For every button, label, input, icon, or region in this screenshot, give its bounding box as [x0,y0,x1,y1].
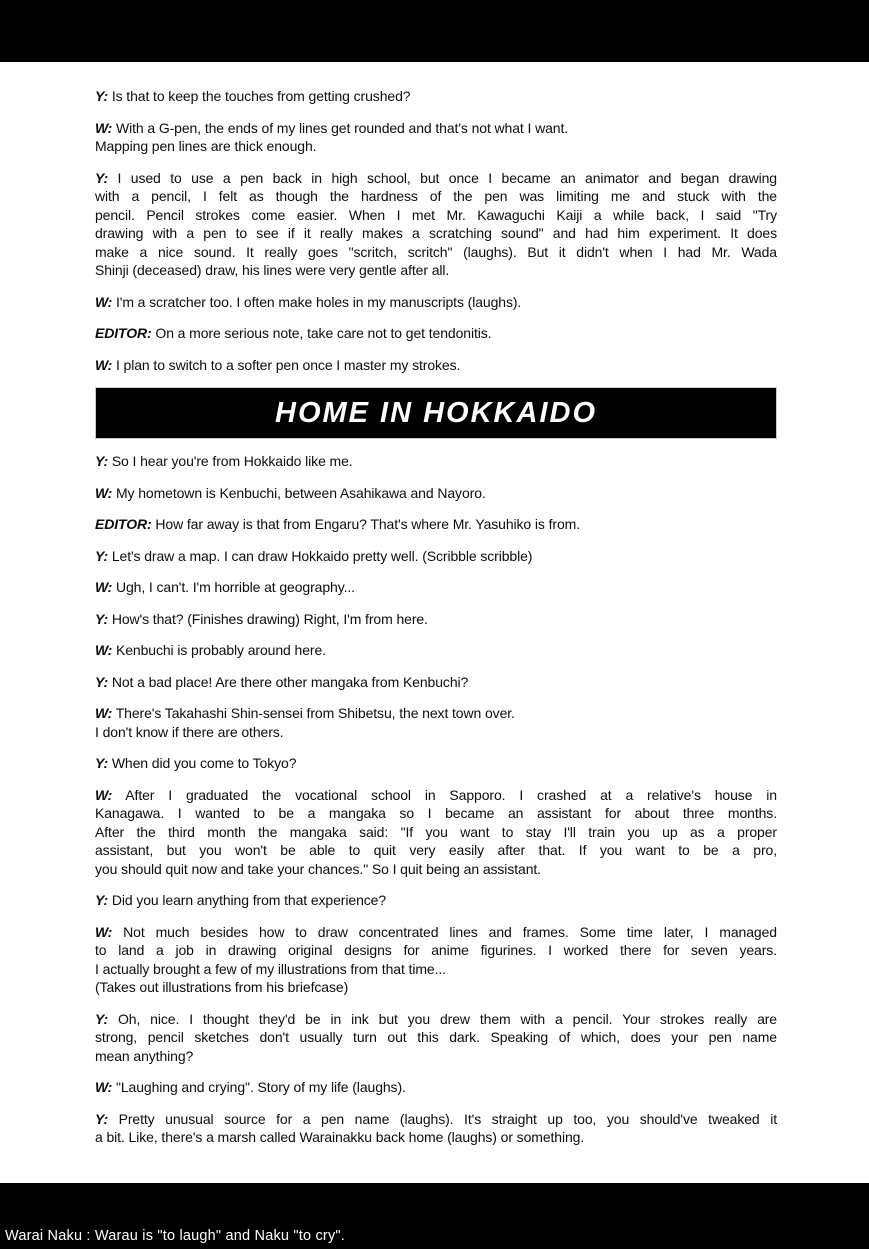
dialogue-line: Y: I used to use a pen back in high school, but once I became an animator and began drawing [95,169,777,186]
speaker-label: Y: [95,755,109,771]
dialogue-paragraph [95,1110,777,1147]
dialogue-line: to land a job in drawing original designs for anime figurines. I worked there for seven years. [95,942,777,958]
dialogue-line: Y: When did you come to Tokyo? [95,755,297,771]
speaker-label: EDITOR: [95,516,152,532]
speaker-label: Y: [95,169,109,186]
dialogue-line: W: I'm a scratcher too. I often make holes in my manuscripts (laughs). [95,293,522,310]
speaker-label: W: [95,642,113,658]
speaker-label: Y: [95,453,109,469]
dialogue-line: Y: So I hear you're from Hokkaido like me. [95,453,353,469]
speaker-label: W: [95,119,113,136]
dialogue-paragraph [95,484,777,503]
dialogue-line: I actually brought a few of my illustrations from that time... [95,960,446,977]
speaker-label: W: [95,356,113,373]
speaker-label: Y: [95,1010,109,1027]
bottom-black-bar [0,1183,869,1249]
page-content [95,62,777,1160]
dialogue-line: strong, pencil sketches don't usually turn out this dark. Speaking of which, does your pen name [95,1029,777,1045]
dialogue-line: W: I plan to switch to a softer pen once I master my strokes. [95,356,461,373]
dialogue-paragraph [95,356,777,375]
dialogue-line: W: Ugh, I can't. I'm horrible at geography... [95,579,355,595]
speaker-label: W: [95,484,113,501]
speaker-label: W: [95,786,113,803]
dialogue-line: W: "Laughing and crying". Story of my life (laughs). [95,1079,406,1095]
speaker-label: W: [95,1079,113,1095]
dialogue-line: pencil. Pencil strokes come easier. When I met Mr. Kawaguchi Kaiji a while back, I said "Try [95,206,777,223]
dialogue-paragraph [95,891,777,910]
dialogue-line: Kanagawa. I wanted to be a mangaka so I became an assistant for about three months. [95,805,777,821]
speaker-label: Y: [95,1110,109,1127]
speaker-label: Y: [95,547,109,564]
dialogue-line: make a nice sound. It really goes "scritch, scritch" (laughs). But it didn't when I had Mr. Wada [95,243,777,260]
speaker-label: Y: [95,673,109,690]
dialogue-line: Y: Let's draw a map. I can draw Hokkaido pretty well. (Scribble scribble) [95,547,533,564]
dialogue-paragraph [95,786,777,879]
dialogue-section-hokkaido [95,439,777,1147]
dialogue-line: Y: Pretty unusual source for a pen name (laughs). It's straight up too, you should've tweaked it [95,1110,777,1127]
dialogue-line: W: There's Takahashi Shin-sensei from Shibetsu, the next town over. [95,705,515,721]
translator-footnote: Warai Naku : Warau is "to laugh" and Naku "to cry". [5,1228,345,1244]
dialogue-line: W: Kenbuchi is probably around here. [95,642,326,658]
dialogue-line: Y: Oh, nice. I thought they'd be in ink but you drew them with a pencil. Your strokes really are [95,1010,777,1027]
speaker-label: Y: [95,892,109,908]
dialogue-line: Y: How's that? (Finishes drawing) Right, I'm from here. [95,610,428,627]
speaker-label: Y: [95,88,109,104]
dialogue-line: mean anything? [95,1047,194,1064]
dialogue-paragraph [95,578,777,597]
speaker-label: Y: [95,610,109,627]
dialogue-paragraph [95,87,777,106]
dialogue-section-pens [95,62,777,374]
dialogue-line: I don't know if there are others. [95,723,284,740]
dialogue-paragraph [95,610,777,629]
dialogue-line: assistant, but you won't be able to quit very easily after that. If you want to be a pro, [95,842,777,858]
dialogue-paragraph [95,1078,777,1097]
speaker-label: W: [95,293,113,310]
dialogue-line: W: My hometown is Kenbuchi, between Asahikawa and Nayoro. [95,484,486,501]
dialogue-paragraph [95,515,777,534]
dialogue-line: a bit. Like, there's a marsh called Warainakku back home (laughs) or something. [95,1129,585,1145]
dialogue-paragraph [95,169,777,280]
dialogue-paragraph [95,293,777,312]
dialogue-paragraph [95,641,777,660]
dialogue-paragraph [95,547,777,566]
section-title: HOME IN HOKKAIDO [275,396,597,429]
dialogue-paragraph [95,452,777,471]
dialogue-paragraph [95,754,777,773]
dialogue-line: W: Not much besides how to draw concentrated lines and frames. Some time later, I managed [95,923,777,940]
section-banner [95,387,777,439]
dialogue-line: (Takes out illustrations from his briefcase) [95,979,349,995]
speaker-label: EDITOR: [95,325,152,341]
top-black-bar [0,0,869,62]
dialogue-line: drawing with a pen to see if it really makes a scratching sound" and had him experiment. It does [95,225,777,241]
dialogue-paragraph [95,324,777,343]
dialogue-paragraph [95,119,777,156]
dialogue-line: you should quit now and take your chances." So I quit being an assistant. [95,860,541,877]
speaker-label: W: [95,579,113,595]
dialogue-line: Y: Not a bad place! Are there other mangaka from Kenbuchi? [95,673,469,690]
dialogue-line: W: After I graduated the vocational school in Sapporo. I crashed at a relative's house in [95,786,777,803]
dialogue-line: Shinji (deceased) draw, his lines were very gentle after all. [95,262,450,278]
dialogue-paragraph [95,704,777,741]
dialogue-paragraph [95,1010,777,1066]
dialogue-line: After the third month the mangaka said: "If you want to stay I'll train you up as a proper [95,823,777,840]
dialogue-line: Y: Is that to keep the touches from getting crushed? [95,88,411,104]
speaker-label: W: [95,923,113,940]
dialogue-line: W: With a G-pen, the ends of my lines get rounded and that's not what I want. [95,119,569,136]
dialogue-line: EDITOR: How far away is that from Engaru? That's where Mr. Yasuhiko is from. [95,516,581,532]
dialogue-paragraph [95,673,777,692]
speaker-label: W: [95,705,113,721]
dialogue-line: with a pencil, I felt as though the hardness of the pen was limiting me and stuck with the [95,188,777,204]
dialogue-line: Y: Did you learn anything from that experience? [95,892,387,908]
dialogue-paragraph [95,923,777,997]
dialogue-line: Mapping pen lines are thick enough. [95,138,317,154]
dialogue-line: EDITOR: On a more serious note, take care not to get tendonitis. [95,325,492,341]
